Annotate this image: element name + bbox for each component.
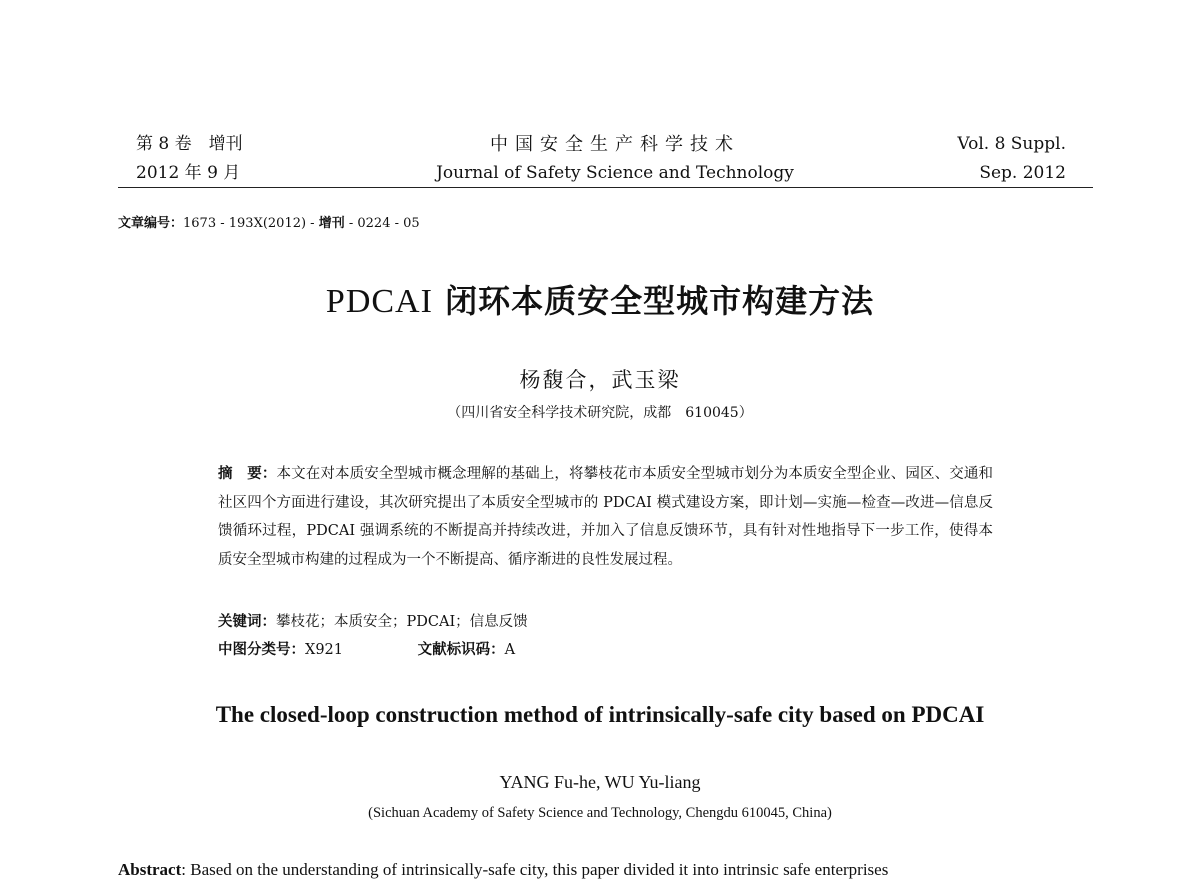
paper-title-cn-latin: PDCAI xyxy=(325,283,433,320)
keywords-label: 关键词： xyxy=(218,614,276,630)
authors-cn: 杨馥合，武玉梁 xyxy=(519,368,681,392)
paper-title-en: The closed-loop construction method of intrinsically-safe city based on PDCAI xyxy=(215,702,985,727)
classification xyxy=(218,638,515,662)
header-volume-en-block xyxy=(957,130,1066,188)
abstract-cn-label: 摘 要： xyxy=(218,466,277,482)
abstract-cn xyxy=(218,460,993,574)
article-number-label: 文章编号： xyxy=(118,216,184,231)
article-number xyxy=(118,212,420,231)
authors-en: YANG Fu-he, WU Yu-liang xyxy=(499,772,701,792)
header-rule xyxy=(118,187,1093,188)
date-cn: 2012 年 9 月 xyxy=(136,163,241,183)
affiliation-en: (Sichuan Academy of Safety Science and Technology, Chengdu 610045, China) xyxy=(368,805,832,821)
document-code-label: 文献标识码： xyxy=(417,642,505,658)
volume-en: Vol. 8 Suppl. xyxy=(957,134,1066,154)
date-en: Sep. 2012 xyxy=(979,163,1066,183)
volume-cn: 第 8 卷 增刊 xyxy=(136,134,243,154)
classification-label: 中图分类号： xyxy=(218,642,305,658)
paper-title-cn xyxy=(0,276,1200,322)
keywords-text: 攀枝花；本质安全；PDCAI；信息反馈 xyxy=(276,614,528,630)
abstract-en-text: : Based on the understanding of intrinsically-safe city, this paper divided it into intrinsic safe enterprises xyxy=(181,860,889,879)
abstract-cn-text: 本文在对本质安全型城市概念理解的基础上，将攀枝花市本质安全型城市划分为本质安全型企业、园区、交通和社区四个方面进行建设，其次研究提出了本质安全型城市的 PDCAI 模式建设方案，即计划—实施—检查—改进—信息反馈循环过程，PDCAI 强调系统的不断提高并持续改进，并加入了信息反馈环节，具有针对性地指导下一步工作，使得本质安全型城市构建的过程成为一个不断提高、循序渐进的良性发展过程。 xyxy=(218,466,993,568)
header-journal-block xyxy=(380,130,850,188)
journal-name-en: Journal of Safety Science and Technology xyxy=(436,163,794,183)
article-number-label2: 增刊 xyxy=(318,216,345,231)
affiliation-cn: （四川省安全科学技术研究院，成都 610045） xyxy=(447,405,753,421)
document-code-value: A xyxy=(504,642,516,658)
keywords xyxy=(218,610,528,634)
classification-value: X921 xyxy=(305,642,343,658)
article-number-value2: - 0224 - 05 xyxy=(344,216,420,231)
abstract-en-label: Abstract xyxy=(118,860,182,879)
article-number-value: 1673 - 193X(2012) - xyxy=(183,216,319,231)
abstract-en xyxy=(118,860,1078,880)
paper-title-cn-han: 闭环本质安全型城市构建方法 xyxy=(432,282,875,320)
header-volume-block xyxy=(136,130,243,188)
journal-name-cn: 中国安全生产科学技术 xyxy=(490,134,740,155)
